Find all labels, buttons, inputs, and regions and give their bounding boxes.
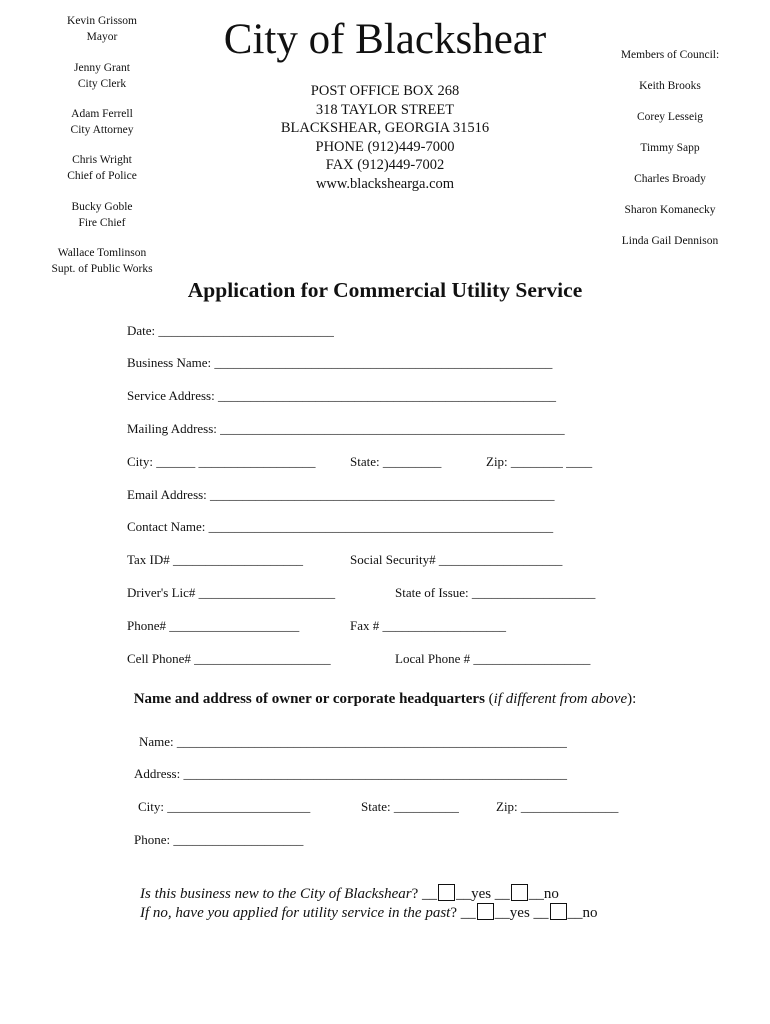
contact-name-field[interactable]: Contact Name: _____________________________________________________ bbox=[127, 519, 554, 534]
staff-title: Fire Chief bbox=[78, 216, 126, 229]
staff-fire-chief bbox=[40, 200, 164, 231]
owner-city-field[interactable]: City: ______________________ bbox=[138, 799, 311, 814]
applied-before-no-checkbox[interactable] bbox=[550, 903, 567, 920]
owner-phone-field[interactable]: Phone: ____________________ bbox=[134, 832, 304, 847]
owner-heading-paren-open: ( bbox=[484, 691, 494, 707]
owner-state-field[interactable]: State: __________ bbox=[361, 799, 459, 814]
no-label: __no bbox=[567, 905, 598, 921]
question-applied-before bbox=[140, 903, 598, 923]
phone-line: PHONE (912)449-7000 bbox=[315, 138, 455, 155]
zip-field[interactable]: Zip: ________ ____ bbox=[486, 454, 593, 469]
applied-before-yes-checkbox[interactable] bbox=[477, 903, 494, 920]
fax-line: FAX (912)449-7002 bbox=[325, 157, 445, 173]
city-title: City of Blackshear bbox=[223, 16, 547, 63]
question-spacer: ? __ bbox=[411, 886, 438, 902]
staff-title: Chief of Police bbox=[67, 169, 137, 182]
yes-label: __yes __ bbox=[494, 905, 549, 921]
service-address-field[interactable]: Service Address: ____________________________________________________ bbox=[127, 388, 556, 403]
staff-public-works bbox=[30, 246, 174, 277]
state-of-issue-field[interactable]: State of Issue: ___________________ bbox=[395, 585, 596, 600]
council-heading: Members of Council: bbox=[620, 49, 720, 61]
staff-name: Adam Ferrell bbox=[71, 108, 133, 120]
owner-section-heading bbox=[0, 689, 770, 709]
question-text: Is this business new to the City of Blackshear bbox=[140, 886, 412, 902]
yes-label: __yes __ bbox=[456, 886, 510, 902]
owner-zip-field[interactable]: Zip: _______________ bbox=[496, 799, 619, 814]
owner-name-field[interactable]: Name: ____________________________________________________________ bbox=[139, 734, 567, 749]
date-field[interactable]: Date: ___________________________ bbox=[127, 323, 334, 338]
city-address-block bbox=[220, 82, 550, 193]
question-new-business bbox=[140, 884, 559, 904]
fax-field[interactable]: Fax # ___________________ bbox=[350, 618, 506, 633]
drivers-license-field[interactable]: Driver's Lic# _____________________ bbox=[127, 585, 336, 600]
staff-title: Supt. of Public Works bbox=[51, 262, 153, 275]
new-business-yes-checkbox[interactable] bbox=[438, 884, 455, 901]
staff-name: Wallace Tomlinson bbox=[57, 247, 147, 259]
website-line: www.blackshearga.com bbox=[315, 175, 455, 192]
owner-heading-bold: Name and address of owner or corporate headquarters bbox=[133, 691, 485, 707]
council-member: Sharon Komanecky bbox=[624, 204, 716, 216]
staff-mayor bbox=[40, 14, 164, 45]
council-member: Linda Gail Dennison bbox=[621, 235, 719, 247]
staff-title: City Clerk bbox=[77, 77, 127, 90]
staff-city-clerk bbox=[40, 61, 164, 92]
cell-phone-field[interactable]: Cell Phone# _____________________ bbox=[127, 651, 331, 666]
state-field[interactable]: State: _________ bbox=[350, 454, 442, 469]
staff-chief-of-police bbox=[40, 153, 164, 184]
business-name-field[interactable]: Business Name: ____________________________________________________ bbox=[127, 355, 553, 370]
owner-address-field[interactable]: Address: ___________________________________________________________ bbox=[134, 766, 567, 781]
staff-title: Mayor bbox=[86, 30, 118, 43]
council-member: Corey Lesseig bbox=[636, 111, 704, 123]
street-address: 318 TAYLOR STREET bbox=[315, 101, 455, 118]
staff-name: Jenny Grant bbox=[74, 62, 130, 74]
no-label: __no bbox=[528, 886, 559, 902]
mailing-address-field[interactable]: Mailing Address: _____________________________________________________ bbox=[127, 421, 565, 436]
staff-city-attorney bbox=[40, 107, 164, 138]
owner-heading-italic: if different from above bbox=[493, 691, 628, 707]
staff-name: Kevin Grissom bbox=[67, 15, 137, 27]
social-security-field[interactable]: Social Security# ___________________ bbox=[350, 552, 563, 567]
owner-heading-paren-close: ): bbox=[627, 691, 637, 707]
tax-id-field[interactable]: Tax ID# ____________________ bbox=[127, 552, 304, 567]
city-state-zip: BLACKSHEAR, GEORGIA 31516 bbox=[280, 120, 490, 136]
staff-title: City Attorney bbox=[70, 123, 134, 136]
council-member: Keith Brooks bbox=[639, 80, 701, 92]
new-business-no-checkbox[interactable] bbox=[511, 884, 528, 901]
council-member: Charles Broady bbox=[634, 173, 706, 185]
form-title: Application for Commercial Utility Service bbox=[187, 278, 583, 302]
question-spacer: ? __ bbox=[450, 905, 476, 921]
phone-field[interactable]: Phone# ____________________ bbox=[127, 618, 300, 633]
local-phone-field[interactable]: Local Phone # __________________ bbox=[395, 651, 591, 666]
question-text: If no, have you applied for utility service in the past bbox=[140, 905, 451, 921]
email-field[interactable]: Email Address: _____________________________________________________ bbox=[127, 487, 555, 502]
staff-name: Bucky Goble bbox=[71, 201, 133, 213]
city-field[interactable]: City: ______ __________________ bbox=[127, 454, 316, 469]
council-member: Timmy Sapp bbox=[640, 142, 700, 154]
staff-name: Chris Wright bbox=[72, 154, 132, 166]
po-box: POST OFFICE BOX 268 bbox=[310, 83, 460, 99]
